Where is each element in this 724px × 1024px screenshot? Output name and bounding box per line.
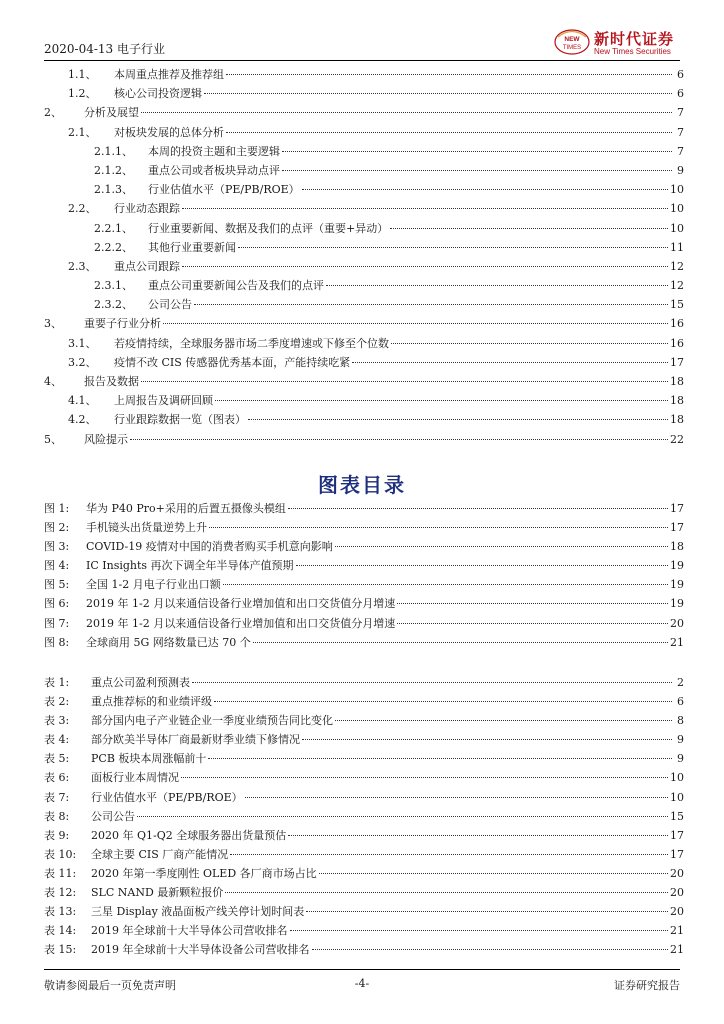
table-entry-label: 表 3: — [44, 714, 70, 728]
table-entry-page: 9 — [677, 733, 684, 747]
table-entry-title: 2020 年第一季度刚性 OLED 各厂商市场占比 — [91, 866, 317, 880]
figure-entry-page: 20 — [670, 616, 684, 630]
table-entry-title: 2020 年 Q1-Q2 全球服务器出货量预估 — [91, 828, 287, 842]
table-entry-title: 行业估值水平（PE/PB/ROE） — [91, 790, 243, 804]
table-entry[interactable] — [44, 827, 684, 846]
toc-entry-number: 2.3.2、 — [94, 298, 133, 312]
toc-entry-title: 重要子行业分析 — [84, 317, 161, 331]
table-entry[interactable] — [44, 712, 684, 731]
leader-dots — [253, 642, 668, 643]
table-entry-title: 全球主要 CIS 厂商产能情况 — [91, 847, 229, 861]
toc-entry-number: 2.1.1、 — [94, 144, 133, 158]
leader-dots — [214, 701, 672, 702]
table-entry-label: 表 1: — [44, 676, 70, 689]
svg-text:NEW: NEW — [564, 36, 580, 43]
toc-entry[interactable] — [44, 239, 684, 258]
table-entry-page: 10 — [670, 771, 684, 785]
leader-dots — [312, 949, 669, 950]
figure-entry-label: 图 5: — [44, 578, 70, 592]
figure-entry-page: 18 — [670, 540, 684, 554]
toc-leader-dots — [391, 343, 668, 344]
toc-entry[interactable] — [44, 220, 684, 239]
toc-entry-page: 7 — [677, 106, 684, 120]
toc-leader-dots — [163, 323, 668, 324]
table-of-contents — [44, 66, 684, 450]
figure-entry-title: 全国 1-2 月电子行业出口额 — [86, 578, 221, 592]
table-entry[interactable] — [44, 846, 684, 865]
table-entry[interactable] — [44, 693, 684, 712]
toc-entry-title: 行业估值水平（PE/PB/ROE） — [148, 183, 300, 197]
table-entry-page: 10 — [670, 790, 684, 804]
toc-entry-title: 行业动态跟踪 — [114, 202, 180, 216]
toc-entry-page: 10 — [670, 183, 684, 197]
table-entry-page: 17 — [670, 847, 684, 861]
toc-entry-title: 本周的投资主题和主要逻辑 — [148, 144, 280, 158]
toc-entry-page: 10 — [670, 202, 684, 216]
figure-entry-label: 图 7: — [44, 616, 70, 630]
leader-dots — [296, 565, 668, 566]
leader-dots — [335, 720, 672, 721]
toc-entry-title: 报告及数据 — [84, 375, 139, 388]
table-entry-title: 面板行业本周情况 — [91, 771, 179, 785]
toc-leader-dots — [215, 400, 668, 401]
figure-entry-label: 图 2: — [44, 521, 70, 535]
toc-leader-dots — [326, 285, 668, 286]
toc-entry[interactable] — [44, 335, 684, 354]
toc-entry-number: 2.2、 — [68, 202, 97, 216]
figure-entry[interactable] — [44, 538, 684, 557]
toc-entry-number: 3.1、 — [68, 336, 97, 350]
toc-leader-dots — [302, 189, 668, 190]
toc-leader-dots — [130, 439, 668, 440]
toc-leader-dots — [226, 74, 672, 75]
svg-text:TIMES: TIMES — [562, 45, 582, 51]
table-entry-page: 17 — [670, 828, 684, 842]
toc-entry[interactable] — [44, 124, 684, 143]
figure-entry[interactable] — [44, 595, 684, 614]
toc-entry-number: 2.2.2、 — [94, 240, 133, 254]
leader-dots — [223, 584, 668, 585]
toc-entry-page: 6 — [677, 87, 684, 101]
toc-entry-page: 7 — [677, 144, 684, 158]
toc-entry-title: 上周报告及调研回顾 — [114, 394, 213, 408]
toc-entry-page: 18 — [670, 394, 684, 408]
footer-disclaimer: 敬请参阅最后一页免责声明 — [44, 979, 176, 992]
table-entry-label: 表 2: — [44, 695, 70, 709]
leader-dots — [245, 797, 668, 798]
table-entry-title: 公司公告 — [91, 809, 135, 823]
table-entry-label: 表 5: — [44, 752, 70, 766]
toc-entry-number: 3.2、 — [68, 355, 97, 369]
figure-entry-page: 17 — [670, 521, 684, 535]
figure-entry-label: 图 1: — [44, 502, 70, 515]
figure-entry-page: 19 — [670, 597, 684, 611]
toc-entry-title: 重点公司或者板块异动点评 — [148, 163, 280, 177]
table-entry-page: 21 — [670, 943, 684, 957]
toc-entry-page: 16 — [670, 317, 684, 331]
figure-entry-title: 2019 年 1-2 月以来通信设备行业增加值和出口交货值分月增速 — [86, 616, 396, 630]
toc-entry-page: 12 — [670, 259, 684, 273]
toc-entry-title: 重点公司重要新闻公告及我们的点评 — [148, 279, 324, 293]
leader-dots — [230, 854, 668, 855]
toc-entry-title: 对板块发展的总体分析 — [114, 125, 224, 139]
toc-entry-number: 1.2、 — [68, 87, 97, 101]
table-entry-title: 重点推荐标的和业绩评级 — [91, 695, 212, 709]
table-entry[interactable] — [44, 941, 684, 960]
table-entry-title: 部分国内电子产业链企业一季度业绩预告同比变化 — [91, 714, 333, 728]
table-entry-label: 表 12: — [44, 886, 77, 900]
toc-leader-dots — [141, 381, 668, 382]
toc-entry-page: 11 — [670, 240, 684, 254]
table-entry-label: 表 13: — [44, 905, 77, 919]
footer-report-type: 证券研究报告 — [614, 979, 680, 992]
footer-divider — [44, 969, 680, 970]
figure-entry-title: 2019 年 1-2 月以来通信设备行业增加值和出口交货值分月增速 — [86, 597, 396, 611]
leader-dots — [397, 623, 668, 624]
figure-entry-label: 图 4: — [44, 559, 70, 573]
toc-entry-page: 17 — [670, 355, 684, 369]
toc-entry[interactable] — [44, 66, 684, 85]
toc-leader-dots — [182, 208, 668, 209]
toc-entry-page: 22 — [670, 432, 684, 446]
toc-entry-number: 5、 — [44, 432, 62, 446]
table-entry[interactable] — [44, 903, 684, 922]
toc-entry-number: 1.1、 — [68, 68, 97, 81]
page-number: -4- — [354, 977, 370, 990]
table-entry-title: PCB 板块本周涨幅前十 — [91, 752, 207, 766]
table-entry[interactable] — [44, 865, 684, 884]
figure-entry-page: 19 — [670, 578, 684, 592]
table-entry-label: 表 14: — [44, 924, 77, 938]
figure-entry-label: 图 6: — [44, 597, 70, 611]
toc-leader-dots — [390, 228, 668, 229]
table-entry-title: 三星 Display 液晶面板产线关停计划时间表 — [91, 905, 305, 919]
figure-entry[interactable] — [44, 557, 684, 576]
table-entry[interactable] — [44, 731, 684, 750]
toc-entry[interactable] — [44, 162, 684, 181]
new-times-emblem-icon — [554, 28, 590, 56]
figure-entry[interactable] — [44, 615, 684, 634]
toc-leader-dots — [282, 170, 672, 171]
toc-entry-number: 2.2.1、 — [94, 221, 133, 235]
toc-entry-title: 分析及展望 — [84, 106, 139, 120]
toc-leader-dots — [194, 304, 668, 305]
toc-entry[interactable] — [44, 277, 684, 296]
leader-dots — [181, 777, 668, 778]
table-entry-label: 表 4: — [44, 733, 70, 747]
toc-entry[interactable] — [44, 373, 684, 392]
toc-entry[interactable] — [44, 200, 684, 219]
logo-chinese-name: 新时代证券 — [594, 30, 675, 48]
toc-entry[interactable] — [44, 411, 684, 430]
leader-dots — [225, 892, 668, 893]
list-of-tables — [44, 674, 684, 960]
table-entry[interactable] — [44, 789, 684, 808]
toc-entry[interactable] — [44, 315, 684, 334]
leader-dots — [288, 508, 668, 509]
toc-entry-number: 4、 — [44, 375, 62, 388]
toc-entry-page: 6 — [677, 68, 684, 81]
toc-entry-number: 2.3.1、 — [94, 279, 133, 293]
list-of-figures — [44, 500, 684, 653]
figure-entry-page: 19 — [670, 559, 684, 573]
leader-dots — [397, 603, 668, 604]
header-divider — [44, 60, 680, 61]
toc-entry-title: 疫情不改 CIS 传感器优秀基本面，产能持续吃紧 — [114, 355, 351, 369]
leader-dots — [302, 739, 672, 740]
table-entry-page: 20 — [670, 866, 684, 880]
toc-entry-number: 2.3、 — [68, 259, 97, 273]
table-entry-label: 表 8: — [44, 809, 70, 823]
table-entry-label: 表 9: — [44, 828, 70, 842]
toc-entry[interactable] — [44, 296, 684, 315]
leader-dots — [290, 930, 669, 931]
leader-dots — [208, 758, 672, 759]
toc-entry[interactable] — [44, 354, 684, 373]
table-entry-title: 2019 年全球前十大半导体公司营收排名 — [91, 924, 288, 938]
table-entry-page: 2 — [677, 676, 684, 689]
figure-entry[interactable] — [44, 519, 684, 538]
toc-entry[interactable] — [44, 392, 684, 411]
toc-entry-title: 其他行业重要新闻 — [148, 240, 236, 254]
logo-english-name: New Times Securities — [594, 47, 671, 56]
leader-dots — [137, 816, 668, 817]
toc-entry-page: 18 — [670, 375, 684, 388]
page-header — [44, 26, 680, 60]
figure-entry-page: 21 — [670, 635, 684, 649]
toc-entry[interactable] — [44, 431, 684, 450]
toc-entry-number: 2.1.3、 — [94, 183, 133, 197]
table-entry-label: 表 15: — [44, 943, 77, 957]
leader-dots — [192, 682, 672, 683]
toc-entry-number: 3、 — [44, 317, 62, 331]
toc-entry-page: 18 — [670, 413, 684, 427]
table-entry-page: 9 — [677, 752, 684, 766]
toc-entry[interactable] — [44, 104, 684, 123]
figure-entry-title: 手机镜头出货量逆势上升 — [86, 521, 207, 535]
toc-entry-page: 12 — [670, 279, 684, 293]
figure-entry[interactable] — [44, 500, 684, 519]
leader-dots — [319, 873, 668, 874]
toc-leader-dots — [352, 362, 668, 363]
toc-entry-title: 本周重点推荐及推荐组 — [114, 68, 224, 81]
figure-entry-title: 华为 P40 Pro+采用的后置五摄像头模组 — [86, 502, 286, 515]
toc-entry[interactable] — [44, 85, 684, 104]
toc-entry-number: 2、 — [44, 106, 62, 120]
leader-dots — [335, 546, 668, 547]
report-date-sector: 2020-04-13 电子行业 — [44, 42, 166, 56]
table-entry-label: 表 7: — [44, 790, 70, 804]
table-entry-page: 20 — [670, 905, 684, 919]
table-entry-page: 8 — [677, 714, 684, 728]
table-entry-title: SLC NAND 最新颗粒报价 — [91, 886, 224, 900]
company-logo — [554, 26, 680, 60]
toc-leader-dots — [282, 151, 672, 152]
toc-entry-title: 核心公司投资逻辑 — [114, 87, 202, 101]
toc-entry-title: 重点公司跟踪 — [114, 259, 180, 273]
toc-entry-page: 15 — [670, 298, 684, 312]
toc-entry-page: 9 — [677, 163, 684, 177]
table-entry[interactable] — [44, 922, 684, 941]
toc-leader-dots — [204, 93, 672, 94]
toc-entry-title: 行业重要新闻、数据及我们的点评（重要+异动） — [148, 221, 389, 235]
toc-entry-title: 行业跟踪数据一览（图表） — [114, 413, 246, 427]
table-entry-title: 部分欧美半导体厂商最新财季业绩下修情况 — [91, 733, 300, 747]
table-entry-page: 6 — [677, 695, 684, 709]
leader-dots — [306, 911, 668, 912]
page-footer — [44, 969, 680, 999]
leader-dots — [209, 527, 668, 528]
figure-entry[interactable] — [44, 576, 684, 595]
table-entry-label: 表 6: — [44, 771, 70, 785]
table-entry[interactable] — [44, 884, 684, 903]
toc-entry[interactable] — [44, 258, 684, 277]
table-entry-label: 表 10: — [44, 847, 77, 861]
figure-entry-title: IC Insights 再次下调全年半导体产值预期 — [86, 559, 294, 573]
toc-entry-page: 10 — [670, 221, 684, 235]
table-entry[interactable] — [44, 769, 684, 788]
toc-leader-dots — [226, 132, 672, 133]
table-entry-page: 20 — [670, 886, 684, 900]
toc-entry-number: 4.1、 — [68, 394, 97, 408]
toc-entry-number: 4.2、 — [68, 413, 97, 427]
figure-entry-title: COVID-19 疫情对中国的消费者购买手机意向影响 — [86, 540, 333, 554]
toc-entry-page: 16 — [670, 336, 684, 350]
toc-entry-title: 若疫情持续，全球服务器市场二季度增速或下修至个位数 — [114, 336, 389, 350]
figure-entry-label: 图 8: — [44, 635, 70, 649]
table-entry-page: 15 — [670, 809, 684, 823]
table-entry[interactable] — [44, 750, 684, 769]
figures-list-title: 图表目录 — [318, 473, 406, 497]
figure-entry-page: 17 — [670, 502, 684, 515]
toc-leader-dots — [141, 112, 672, 113]
toc-entry-page: 7 — [677, 125, 684, 139]
toc-leader-dots — [238, 247, 668, 248]
table-entry-label: 表 11: — [44, 866, 77, 880]
figure-entry-label: 图 3: — [44, 540, 70, 554]
toc-leader-dots — [248, 419, 668, 420]
toc-entry-number: 2.1.2、 — [94, 163, 133, 177]
table-entry[interactable] — [44, 674, 684, 693]
table-entry-title: 重点公司盈利预测表 — [91, 676, 190, 689]
table-entry[interactable] — [44, 808, 684, 827]
table-entry-title: 2019 年全球前十大半导体设备公司营收排名 — [91, 943, 310, 957]
figure-entry-title: 全球商用 5G 网络数量已达 70 个 — [86, 635, 251, 649]
toc-entry-title: 公司公告 — [148, 298, 192, 312]
toc-entry-title: 风险提示 — [84, 432, 128, 446]
toc-entry[interactable] — [44, 181, 684, 200]
toc-entry-number: 2.1、 — [68, 125, 97, 139]
toc-entry[interactable] — [44, 143, 684, 162]
toc-leader-dots — [182, 266, 668, 267]
figure-entry[interactable] — [44, 634, 684, 653]
table-entry-page: 21 — [670, 924, 684, 938]
leader-dots — [288, 835, 668, 836]
